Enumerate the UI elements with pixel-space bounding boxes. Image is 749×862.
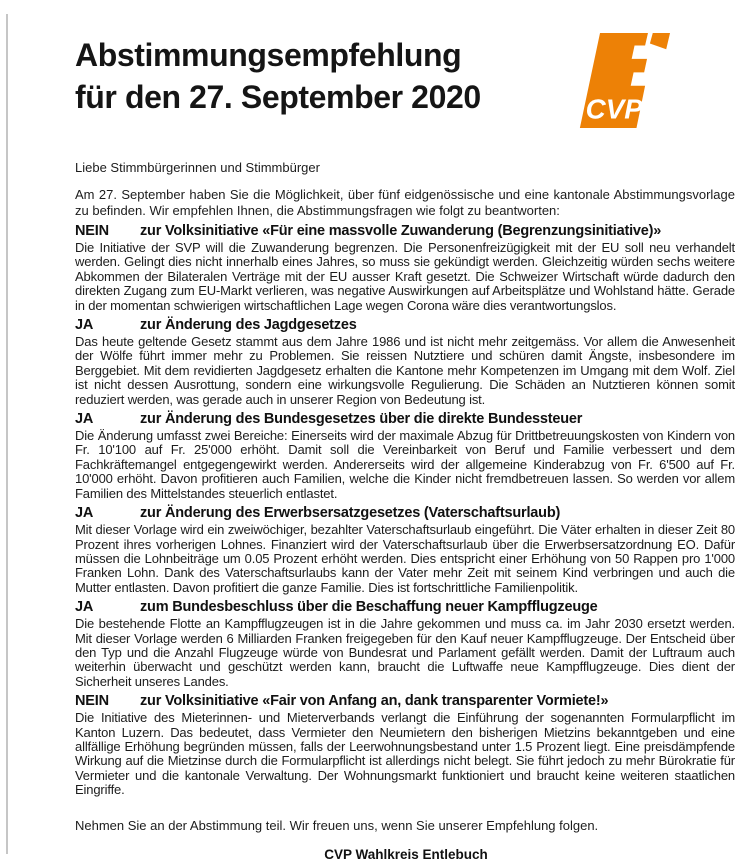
cvp-flag-corner-shape — [650, 33, 670, 49]
proposal-title: zum Bundesbeschluss über die Beschaffung neuer Kampfflugzeuge — [140, 599, 598, 616]
closing-paragraph: Nehmen Sie an der Abstimmung teil. Wir freuen uns, wenn Sie unserer Empfehlung folgen. — [75, 817, 599, 833]
cvp-flag-icon — [577, 30, 671, 130]
proposal-title: zur Änderung des Bundesgesetzes über die direkte Bundessteuer — [140, 411, 583, 428]
cvp-logo — [577, 30, 671, 130]
recommendation-heading — [75, 222, 735, 241]
recommendation-body: Das heute geltende Gesetz stammt aus dem Jahre 1986 und ist nicht mehr zeitgemäss. Vor allem die Anwesenheit der Wölfe führt immer mehr zu Problemen. Sie reissen Nutztiere und schüren damit Ängste, insbesondere im Berggebiet. Mit dem revidierten Jagdgesetz erhalten die Kantone mehr Kompetenzen im Umgang mit dem Wolf. Ziel ist nicht dessen Ausrottung, sondern eine wirkungsvolle Regulierung. Die Schäden an Nutztieren können somit reduziert werden, was gerade auch in unserer Region von Bedeutung ist. — [75, 334, 735, 407]
vote-recommendation: NEIN — [75, 223, 109, 239]
vote-recommendation: JA — [75, 505, 94, 522]
recommendation-heading — [75, 598, 735, 617]
vote-recommendation: JA — [75, 411, 94, 428]
proposal-title: zur Volksinitiative «Für eine massvolle Zuwanderung (Begrenzungsinitiative)» — [140, 223, 662, 239]
recommendation-heading — [75, 316, 735, 335]
recommendation-body: Die Initiative der SVP will die Zuwanderung begrenzen. Die Personenfreizügigkeit mit der EU soll neu verhandelt werden. Gelingt dies nicht innerhalb eines Jahres, so muss sie gekündigt werden. Gleichzeitig würden sechs weitere Abkommen der Bilateralen Verträge mit der EU ausser Kraft gesetzt. Die Schweizer Wirtschaft würde dadurch den direkten Zugang zum EU-Markt verlieren, was negative Auswirkungen auf Arbeitsplätze und Wohlstand hätte. Gerade in der momentan schwierigen wirtschaftlichen Lage wegen Corona wäre dies verantwortungslos. — [75, 240, 735, 313]
recommendation-section — [75, 410, 735, 501]
recommendation-list — [75, 222, 735, 798]
page-title-line1: Abstimmungsempfehlung — [75, 37, 462, 73]
recommendation-body: Die Initiative des Mieterinnen- und Mieterverbands verlangt die Einführung der sogenannten Formularpflicht im Kanton Luzern. Das bedeutet, dass Vermieter den Neumietern den bisherigen Mietzins bekanntgeben und eine allfällige Erhöhung begründen müssen, falls der Leerwohnungsbestand unter 1.5 Prozent liegt. Eine preisdämpfende Wirkung auf die Mietzinse durch die Formularpflicht ist allerdings nicht belegt. Sie führt jedoch zu mehr Bürokratie für Vermieter und die kantonale Verwaltung. Der Wohnungsmarkt funktioniert und braucht keine weiteren staatlichen Eingriffe. — [75, 710, 735, 798]
recommendation-body: Mit dieser Vorlage wird ein zweiwöchiger, bezahlter Vaterschaftsurlaub eingeführt. Die Väter erhalten in dieser Zeit 80 Prozent ihres vorherigen Lohnes. Finanziert wird der Vaterschaftsurlaub über die Erwerbsersatzordnung EO. Dafür müssen die Lohnbeiträge um 0.05 Prozent erhöht werden. Dies entspricht einer Erhöhung von 50 Rappen pro 1'000 Franken Lohn. Dank des Vaterschaftsurlaubs kann der Vater mehr Zeit mit seinem Kind verbringen und auch die Mutter entlasten. Davon profitiert die ganze Familie. Dies ist fortschrittliche Familienpolitik. — [75, 522, 735, 595]
recommendation-heading — [75, 410, 735, 429]
footer-signature: CVP Wahlkreis Entlebuch — [324, 846, 488, 862]
recommendation-section — [75, 598, 735, 689]
recommendation-section — [75, 222, 735, 313]
page-title-line2: für den 27. September 2020 — [75, 79, 481, 115]
recommendation-section — [75, 692, 735, 797]
recommendation-body: Die Änderung umfasst zwei Bereiche: Einerseits wird der maximale Abzug für Drittbetreuungskosten von Kindern von Fr. 10'100 auf Fr. 25'000 erhöht. Damit soll die Vereinbarkeit von Beruf und Familie verbessert und dem Fachkräftemangel entgegengewirkt werden. Andererseits wird der allgemeine Kinderabzug von Fr. 6'500 auf Fr. 10'000 erhöht. Davon profitieren auch Familien, welche die Kinder nicht fremdbetreuen lassen. So werden vor allem Familien des Mittelstandes steuerlich entlastet. — [75, 428, 735, 501]
salutation-text: Liebe Stimmbürgerinnen und Stimmbürger — [75, 160, 320, 175]
proposal-title: zur Änderung des Jagdgesetzes — [140, 317, 357, 334]
document-header — [75, 28, 735, 130]
recommendation-section — [75, 316, 735, 407]
vote-recommendation: JA — [75, 317, 94, 334]
vote-recommendation: JA — [75, 599, 94, 616]
recommendation-body: Die bestehende Flotte an Kampfflugzeugen ist in die Jahre gekommen und muss ca. im Jahr 2030 ersetzt werden. Mit dieser Vorlage werden 6 Milliarden Franken freigegeben für den Kauf neuer Kampfflugzeuge. Der Entscheid über den Typ und die Anzahl Flugzeuge würde von Bundesrat und Parlament gefällt werden. Damit der Luftraum auch weiterhin überwacht und geschützt werden kann, braucht die Luftwaffe neue Kampfflugzeuge. Dies dient der Sicherheit unseres Landes. — [75, 616, 735, 689]
recommendation-heading — [75, 504, 735, 523]
proposal-title: zur Volksinitiative «Fair von Anfang an, dank transparenter Vormiete!» — [140, 693, 609, 710]
recommendation-heading — [75, 692, 735, 711]
proposal-title: zur Änderung des Erwerbsersatzgesetzes (Vaterschaftsurlaub) — [140, 505, 561, 522]
page-title — [75, 34, 481, 118]
vote-recommendation: NEIN — [75, 693, 109, 710]
intro-paragraph: Am 27. September haben Sie die Möglichkeit, über fünf eidgenössische und eine kantonale Abstimmungsvorlage zu befinden. Wir empfehlen Ihnen, die Abstimmungsfragen wie folgt zu beantworten: — [75, 187, 735, 218]
cvp-logo-label: CVP — [585, 93, 643, 125]
recommendation-section — [75, 504, 735, 595]
